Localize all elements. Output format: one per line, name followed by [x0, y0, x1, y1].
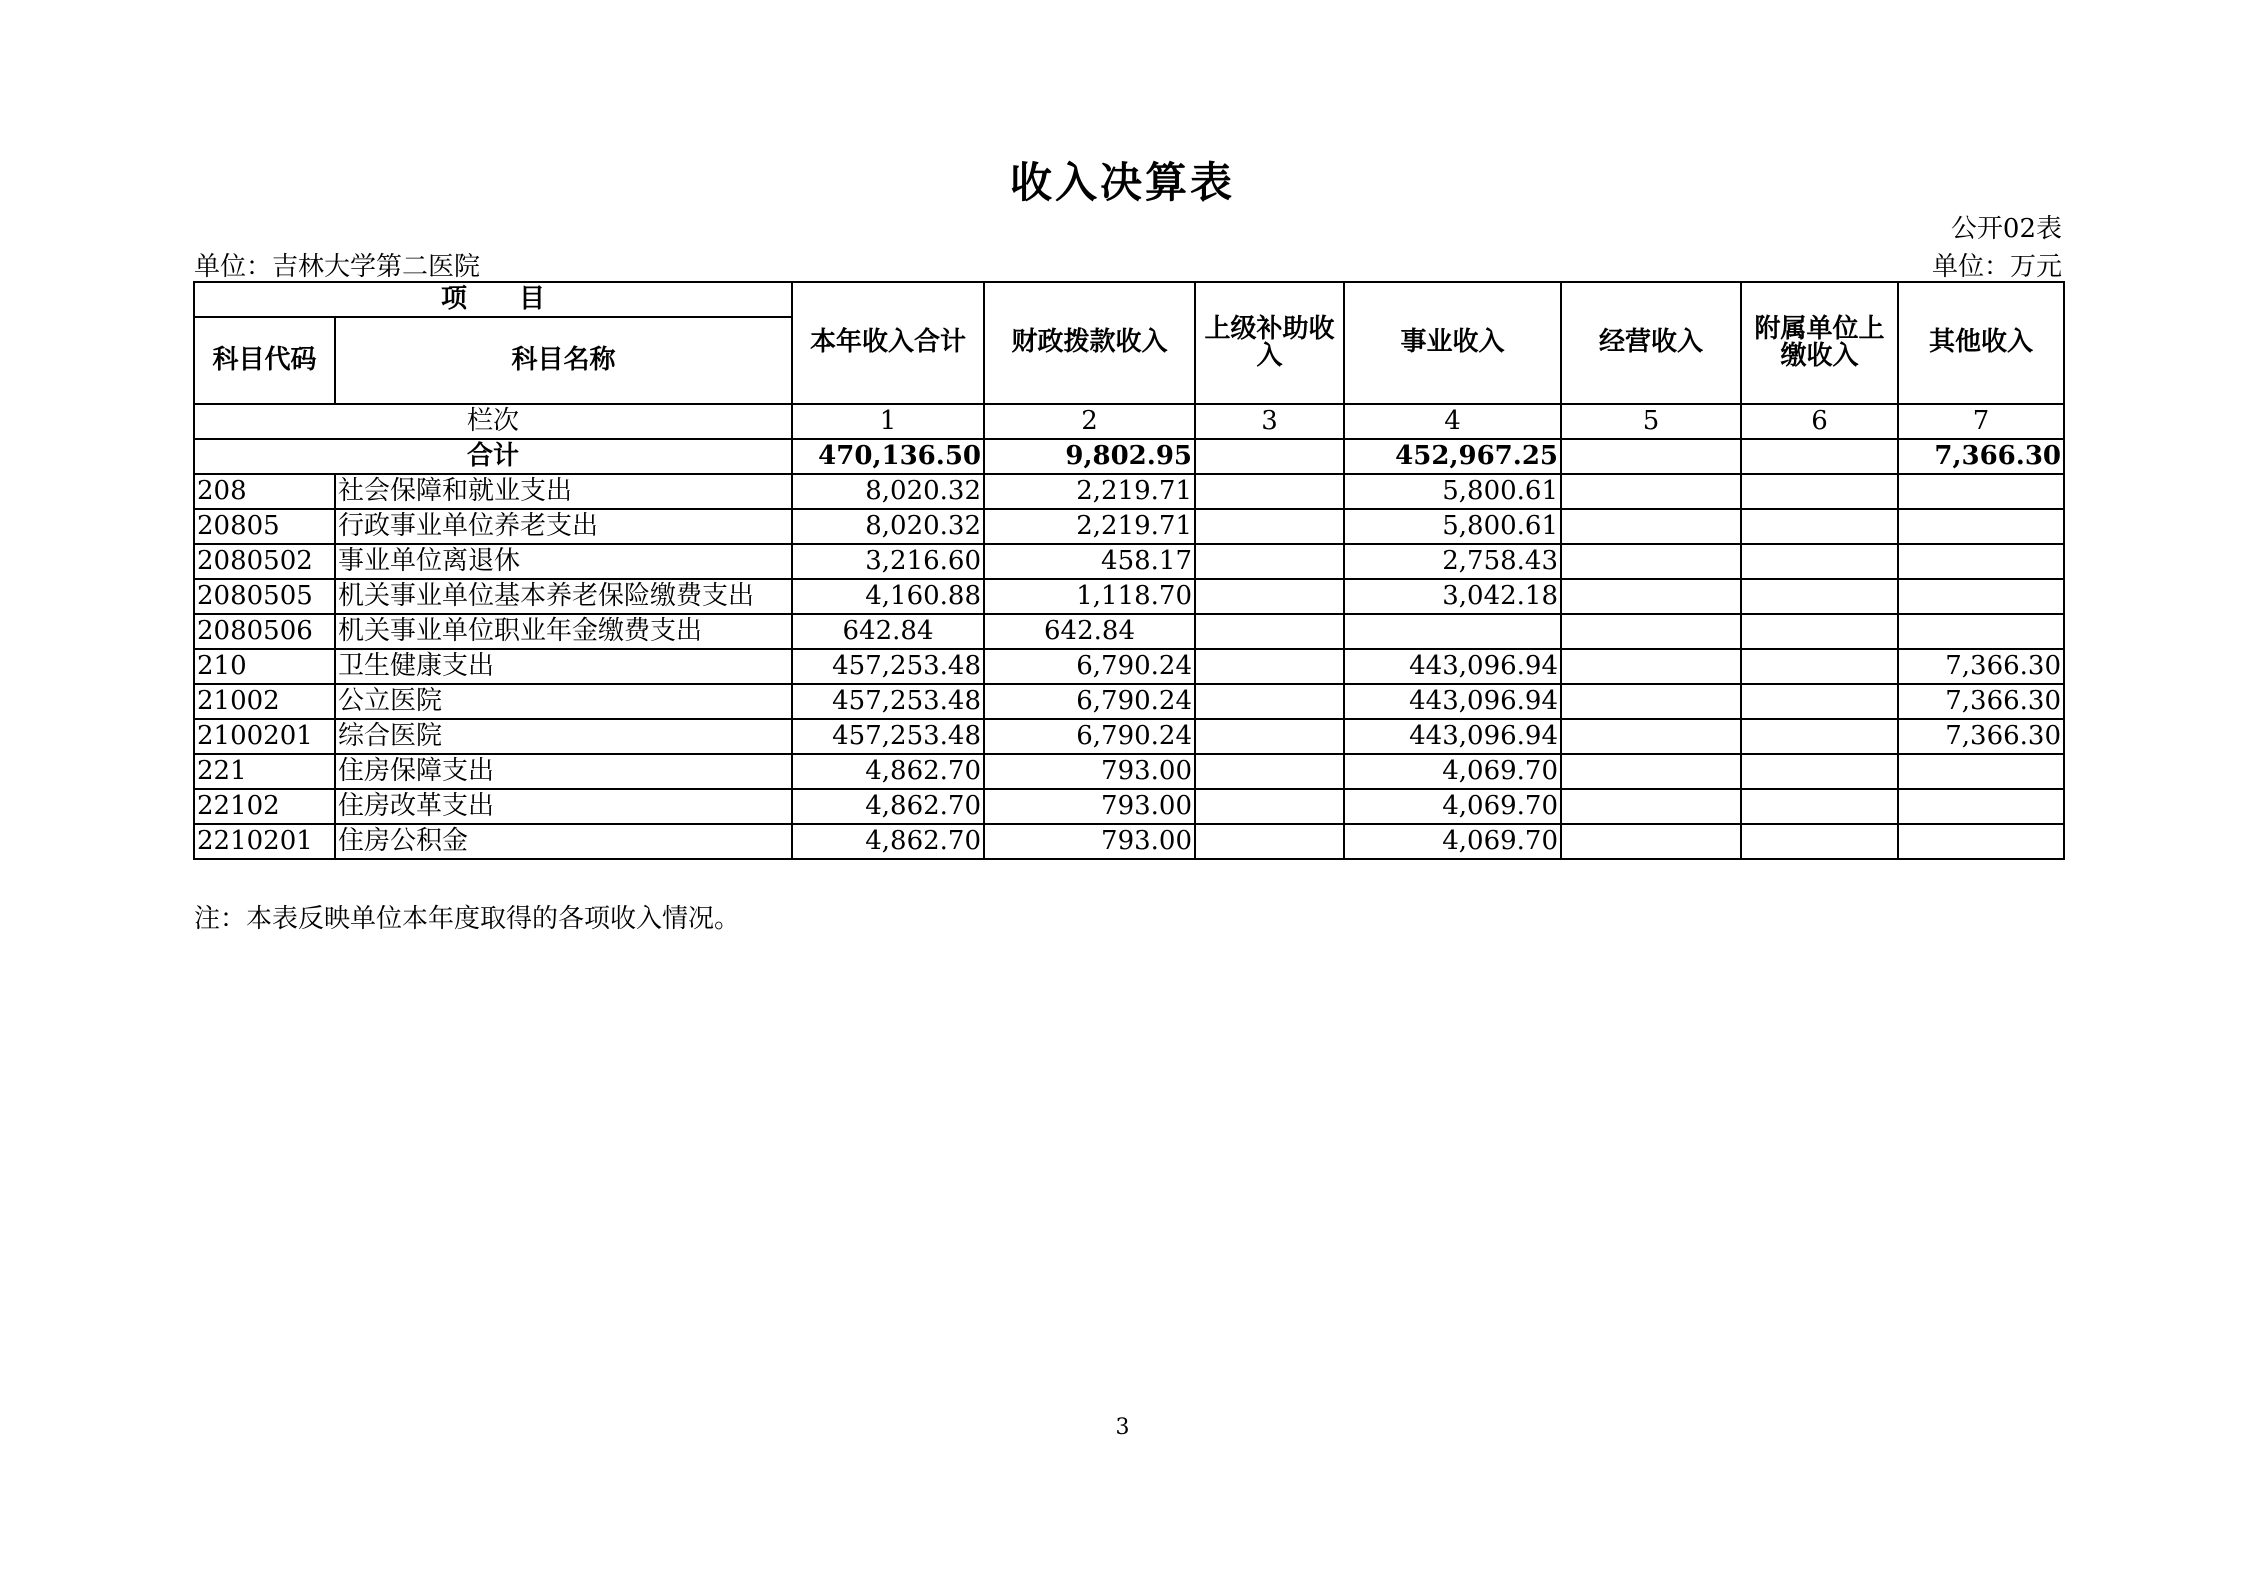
- amount-cell: [1344, 614, 1561, 649]
- amount-cell: [1898, 579, 2064, 614]
- subject-name-cell: 住房改革支出: [335, 789, 792, 824]
- amount-cell: [1195, 544, 1344, 579]
- subject-code-cell: 2210201: [194, 824, 335, 859]
- amount-cell: 4,160.88: [792, 579, 984, 614]
- amount-cell: [1741, 509, 1898, 544]
- name-header: 科目名称: [335, 317, 792, 404]
- column-index-label: 栏次: [194, 404, 792, 439]
- column-index-row: [194, 404, 2064, 439]
- form-number: 公开02表: [1950, 214, 2062, 244]
- subject-code-cell: 21002: [194, 684, 335, 719]
- operating-income-header: 经营收入: [1561, 282, 1741, 404]
- subject-code-cell: 20805: [194, 509, 335, 544]
- amount-cell: [1741, 684, 1898, 719]
- table-note: 注：本表反映单位本年度取得的各项收入情况。: [194, 904, 741, 934]
- amount-cell: 2,219.71: [984, 474, 1195, 509]
- amount-cell: [1561, 614, 1741, 649]
- amount-cell: 6,790.24: [984, 719, 1195, 754]
- amount-cell: [1561, 544, 1741, 579]
- amount-cell: [1561, 509, 1741, 544]
- amount-cell: 4,069.70: [1344, 824, 1561, 859]
- amount-cell: [1741, 649, 1898, 684]
- table-row: [194, 789, 2064, 824]
- subject-code-cell: 208: [194, 474, 335, 509]
- amount-cell: 457,253.48: [792, 684, 984, 719]
- subject-name-cell: 行政事业单位养老支出: [335, 509, 792, 544]
- amount-cell: [1195, 509, 1344, 544]
- amount-cell: 7,366.30: [1898, 719, 2064, 754]
- amount-cell: [1561, 579, 1741, 614]
- amount-cell: 4,862.70: [792, 754, 984, 789]
- amount-cell: [1741, 579, 1898, 614]
- table-row: [194, 684, 2064, 719]
- superior-subsidy-header: 上级补助收入: [1195, 282, 1344, 404]
- column-index-cell: 1: [792, 404, 984, 439]
- amount-cell: [1195, 474, 1344, 509]
- column-index-cell: 3: [1195, 404, 1344, 439]
- subject-code-cell: 210: [194, 649, 335, 684]
- project-header: 项 目: [194, 282, 792, 317]
- amount-cell: [1195, 649, 1344, 684]
- amount-cell: [1195, 754, 1344, 789]
- subject-name-cell: 卫生健康支出: [335, 649, 792, 684]
- amount-cell: [1741, 614, 1898, 649]
- total-cell: 9,802.95: [984, 439, 1195, 474]
- subject-code-cell: 2080505: [194, 579, 335, 614]
- amount-cell: [1561, 754, 1741, 789]
- amount-cell: 1,118.70: [984, 579, 1195, 614]
- subject-name-cell: 机关事业单位基本养老保险缴费支出: [335, 579, 792, 614]
- subject-code-cell: 2100201: [194, 719, 335, 754]
- amount-cell: 3,042.18: [1344, 579, 1561, 614]
- amount-cell: 7,366.30: [1898, 649, 2064, 684]
- amount-cell: [1195, 579, 1344, 614]
- total-cell: [1741, 439, 1898, 474]
- amount-cell: 6,790.24: [984, 649, 1195, 684]
- amount-cell: [1195, 614, 1344, 649]
- subject-name-cell: 综合医院: [335, 719, 792, 754]
- total-cell: 7,366.30: [1898, 439, 2064, 474]
- total-row: [194, 439, 2064, 474]
- other-income-header: 其他收入: [1898, 282, 2064, 404]
- subject-name-cell: 公立医院: [335, 684, 792, 719]
- table-row: [194, 544, 2064, 579]
- amount-cell: [1898, 474, 2064, 509]
- amount-cell: 443,096.94: [1344, 649, 1561, 684]
- amount-cell: [1195, 719, 1344, 754]
- report-title: 收入决算表: [1009, 158, 1235, 207]
- page-number: 3: [1115, 1415, 1130, 1440]
- amount-cell: [1741, 544, 1898, 579]
- amount-cell: [1898, 789, 2064, 824]
- subject-name-cell: 机关事业单位职业年金缴费支出: [335, 614, 792, 649]
- reporting-unit: 单位：吉林大学第二医院: [194, 252, 481, 282]
- table-row: [194, 579, 2064, 614]
- amount-cell: 793.00: [984, 789, 1195, 824]
- column-index-cell: 4: [1344, 404, 1561, 439]
- amount-cell: 457,253.48: [792, 719, 984, 754]
- column-index-cell: 2: [984, 404, 1195, 439]
- business-income-header: 事业收入: [1344, 282, 1561, 404]
- amount-cell: 8,020.32: [792, 509, 984, 544]
- table-row: [194, 824, 2064, 859]
- subject-name-cell: 事业单位离退休: [335, 544, 792, 579]
- subject-name-cell: 住房保障支出: [335, 754, 792, 789]
- amount-cell: 6,790.24: [984, 684, 1195, 719]
- amount-cell: 2,758.43: [1344, 544, 1561, 579]
- total-cell: 452,967.25: [1344, 439, 1561, 474]
- amount-cell: 4,862.70: [792, 789, 984, 824]
- amount-cell: 5,800.61: [1344, 474, 1561, 509]
- column-index-cell: 7: [1898, 404, 2064, 439]
- total-cell: [1561, 439, 1741, 474]
- amount-cell: 8,020.32: [792, 474, 984, 509]
- amount-cell: [1561, 719, 1741, 754]
- amount-cell: [1561, 824, 1741, 859]
- amount-cell: [1741, 474, 1898, 509]
- amount-cell: [1195, 684, 1344, 719]
- amount-cell: [1741, 824, 1898, 859]
- amount-cell: [1561, 649, 1741, 684]
- total-cell: 470,136.50: [792, 439, 984, 474]
- subject-code-cell: 22102: [194, 789, 335, 824]
- amount-cell: [1561, 474, 1741, 509]
- table-row: [194, 614, 2064, 649]
- amount-cell: 3,216.60: [792, 544, 984, 579]
- amount-cell: 457,253.48: [792, 649, 984, 684]
- amount-cell: [1561, 684, 1741, 719]
- total-label: 合计: [194, 439, 792, 474]
- amount-cell: [1898, 754, 2064, 789]
- amount-cell: [1195, 824, 1344, 859]
- amount-cell: 4,069.70: [1344, 789, 1561, 824]
- code-header: 科目代码: [194, 317, 335, 404]
- subject-code-cell: 221: [194, 754, 335, 789]
- amount-cell: [1898, 509, 2064, 544]
- table-row: [194, 754, 2064, 789]
- amount-cell: [1195, 789, 1344, 824]
- currency-unit: 单位：万元: [1931, 252, 2062, 282]
- amount-cell: [1741, 719, 1898, 754]
- amount-cell: 642.84: [984, 614, 1195, 649]
- table-row: [194, 474, 2064, 509]
- amount-cell: 793.00: [984, 824, 1195, 859]
- amount-cell: 793.00: [984, 754, 1195, 789]
- amount-cell: [1561, 789, 1741, 824]
- amount-cell: [1898, 544, 2064, 579]
- subject-code-cell: 2080506: [194, 614, 335, 649]
- table-row: [194, 509, 2064, 544]
- total-income-header: 本年收入合计: [792, 282, 984, 404]
- amount-cell: [1741, 754, 1898, 789]
- affiliated-income-header: 附属单位上缴收入: [1741, 282, 1898, 404]
- amount-cell: 4,069.70: [1344, 754, 1561, 789]
- amount-cell: 4,862.70: [792, 824, 984, 859]
- table-row: [194, 649, 2064, 684]
- amount-cell: 7,366.30: [1898, 684, 2064, 719]
- amount-cell: [1898, 614, 2064, 649]
- amount-cell: 2,219.71: [984, 509, 1195, 544]
- income-table: [193, 281, 2065, 860]
- amount-cell: [1898, 824, 2064, 859]
- subject-name-cell: 住房公积金: [335, 824, 792, 859]
- amount-cell: 458.17: [984, 544, 1195, 579]
- column-index-cell: 5: [1561, 404, 1741, 439]
- amount-cell: 443,096.94: [1344, 684, 1561, 719]
- amount-cell: 642.84: [792, 614, 984, 649]
- amount-cell: 443,096.94: [1344, 719, 1561, 754]
- header-row-1: [194, 282, 2064, 317]
- fiscal-income-header: 财政拨款收入: [984, 282, 1195, 404]
- subject-name-cell: 社会保障和就业支出: [335, 474, 792, 509]
- total-cell: [1195, 439, 1344, 474]
- amount-cell: 5,800.61: [1344, 509, 1561, 544]
- column-index-cell: 6: [1741, 404, 1898, 439]
- table-row: [194, 719, 2064, 754]
- subject-code-cell: 2080502: [194, 544, 335, 579]
- amount-cell: [1741, 789, 1898, 824]
